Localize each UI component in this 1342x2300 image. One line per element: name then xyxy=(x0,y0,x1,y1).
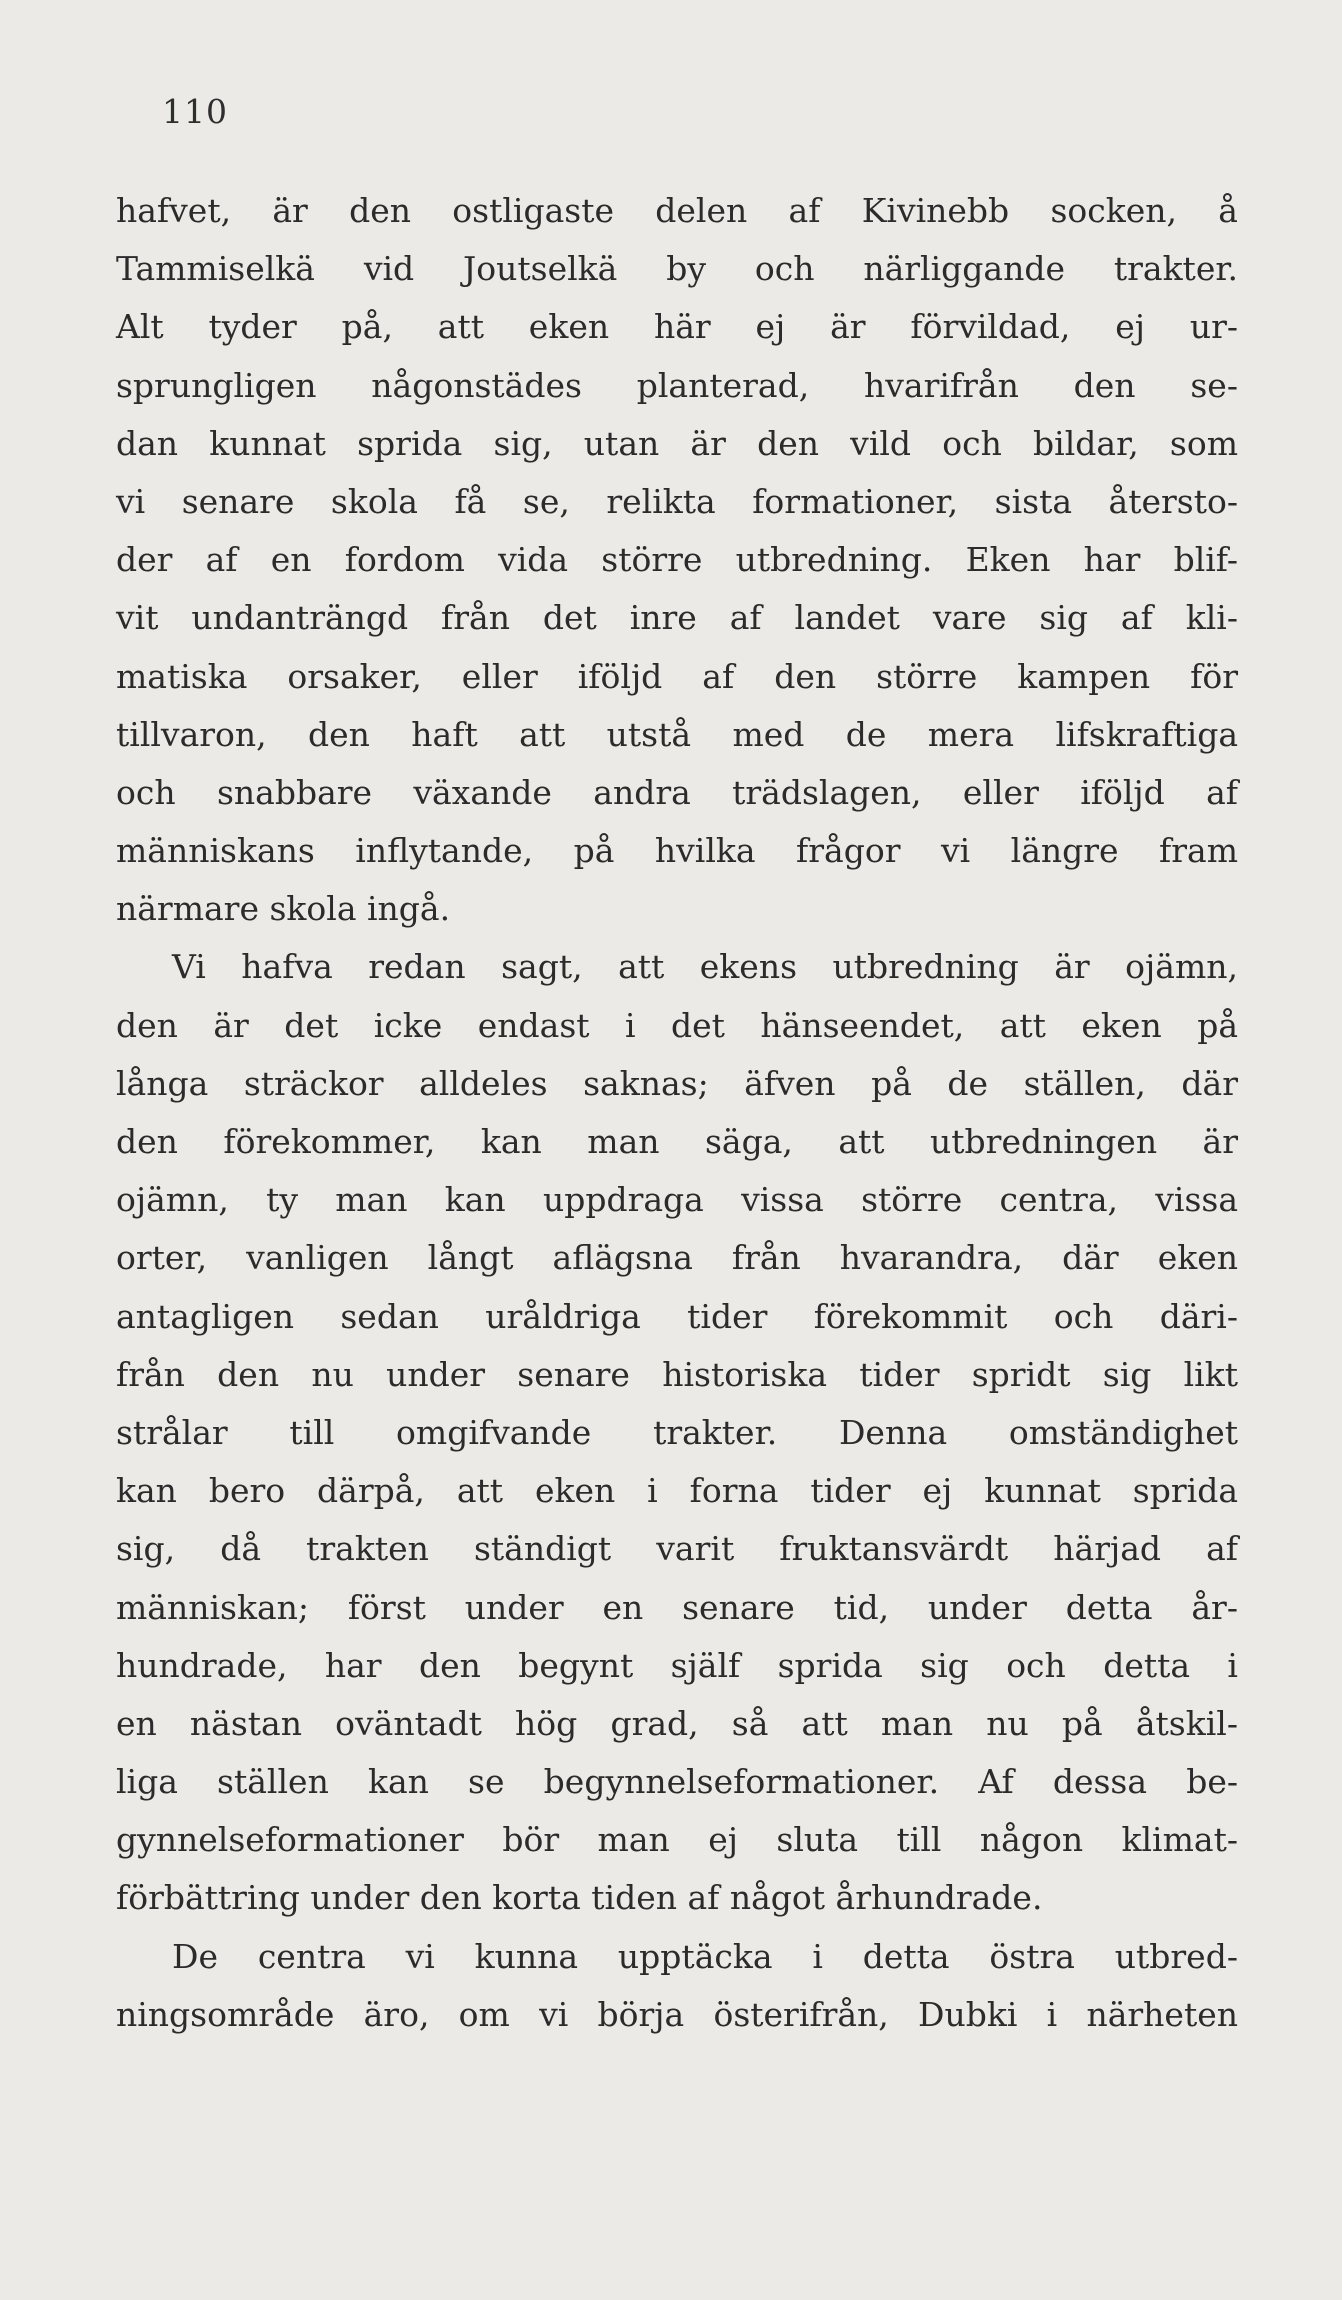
text-line: människan; först under en senare tid, under detta år- xyxy=(116,1587,1238,1627)
text-line: liga ställen kan se begynnelseformationer. Af dessa be- xyxy=(116,1762,1238,1802)
paragraph-start-line: De centra vi kunna upptäcka i detta östra utbred- xyxy=(172,1936,1238,1976)
text-line: en nästan oväntadt hög grad, så att man nu på åtskil- xyxy=(116,1703,1238,1743)
text-line: vi senare skola få se, relikta formationer, sista återsto- xyxy=(116,481,1238,521)
text-line: sprungligen någonstädes planterad, hvarifrån den se- xyxy=(116,365,1238,405)
text-line: ojämn, ty man kan uppdraga vissa större centra, vissa xyxy=(116,1180,1238,1220)
text-line: den förekommer, kan man säga, att utbredningen är xyxy=(116,1122,1238,1161)
text-line: vit undanträngd från det inre af landet vare sig af kli- xyxy=(116,598,1238,638)
text-line: hafvet, är den ostligaste delen af Kivinebb socken, å xyxy=(116,191,1238,230)
text-line: hundrade, har den begynt själf sprida sig och detta i xyxy=(116,1645,1238,1685)
text-line: kan bero därpå, att eken i forna tider ej kunnat sprida xyxy=(116,1471,1238,1511)
text-line: orter, vanligen långt aflägsna från hvarandra, där eken xyxy=(116,1238,1238,1278)
text-line: dan kunnat sprida sig, utan är den vild och bildar, som xyxy=(116,423,1238,463)
body-text xyxy=(116,182,1238,2044)
text-line: strålar till omgifvande trakter. Denna omständighet xyxy=(116,1412,1238,1452)
paragraph-end-line: närmare skola ingå. xyxy=(116,889,451,929)
page-number: 110 xyxy=(162,92,228,131)
text-line: matiska orsaker, eller iföljd af den större kampen för xyxy=(116,656,1238,696)
text-line: der af en fordom vida större utbredning. Eken har blif- xyxy=(116,540,1238,580)
text-line: och snabbare växande andra trädslagen, eller iföljd af xyxy=(116,772,1238,812)
text-line: gynnelseformationer bör man ej sluta till någon klimat- xyxy=(116,1820,1238,1860)
paragraph-end-line: förbättring under den korta tiden af något århundrade. xyxy=(116,1878,1043,1918)
text-line: den är det icke endast i det hänseendet, att eken på xyxy=(116,1005,1238,1045)
text-line: långa sträckor alldeles saknas; äfven på de ställen, där xyxy=(116,1063,1238,1103)
text-line: tillvaron, den haft att utstå med de mera lifskraftiga xyxy=(116,714,1238,754)
text-line: ningsområde äro, om vi börja österifrån, Dubki i närheten xyxy=(116,1994,1238,2034)
text-line: Tammiselkä vid Joutselkä by och närliggande trakter. xyxy=(116,249,1238,289)
text-line: sig, då trakten ständigt varit fruktansvärdt härjad af xyxy=(116,1529,1238,1569)
text-line: människans inflytande, på hvilka frågor vi längre fram xyxy=(116,831,1238,871)
text-line: Alt tyder på, att eken här ej är förvildad, ej ur- xyxy=(116,307,1238,347)
text-line: antagligen sedan uråldriga tider förekommit och däri- xyxy=(116,1296,1238,1336)
text-line: från den nu under senare historiska tider spridt sig likt xyxy=(116,1354,1238,1394)
paragraph-start-line: Vi hafva redan sagt, att ekens utbredning är ojämn, xyxy=(172,947,1238,987)
